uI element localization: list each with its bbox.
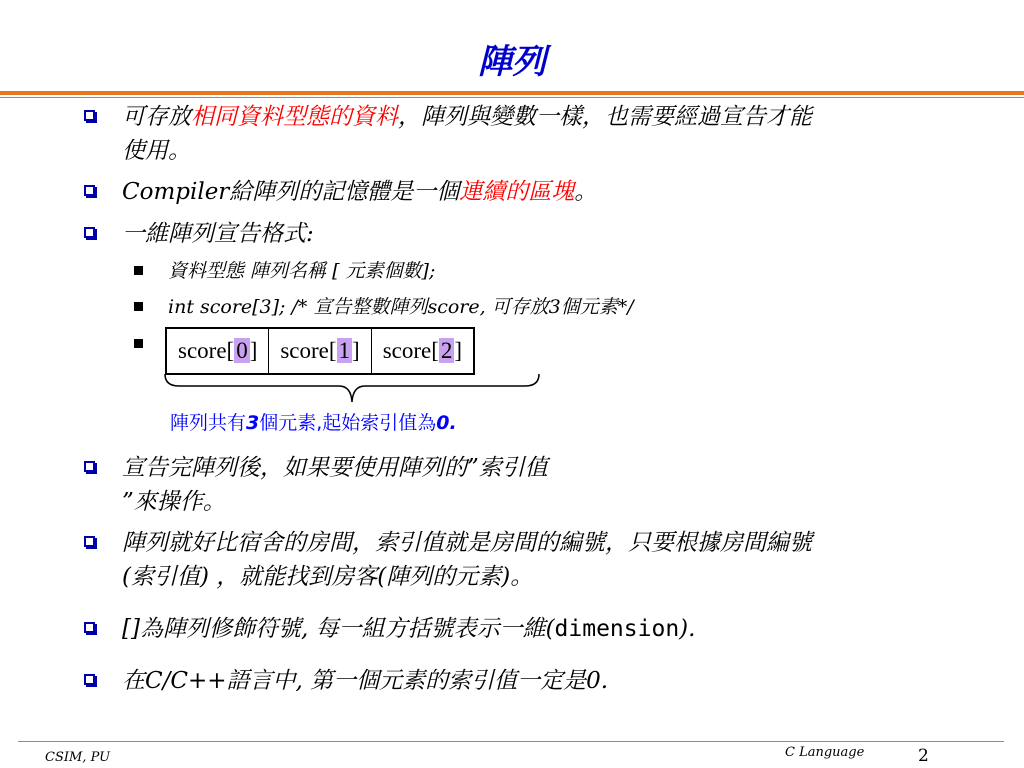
bullet-6-mono: dimension bbox=[554, 616, 680, 642]
array-note bbox=[170, 408, 457, 435]
checkbox-bullet-icon bbox=[84, 536, 95, 547]
bullet-1-emphasis: 相同資料型態的資料 bbox=[191, 104, 398, 130]
cell-bracket: ] bbox=[454, 338, 463, 363]
bottom-divider bbox=[18, 741, 1004, 742]
bullet-5-text bbox=[122, 526, 812, 594]
note-count: 3 bbox=[246, 412, 260, 434]
bullet-3-text: 一維陣列宣告格式: bbox=[122, 221, 314, 247]
footer-center: C Language bbox=[785, 745, 865, 760]
array-cell-2 bbox=[371, 328, 474, 374]
note-part-c: 個元素,起始索引值為 bbox=[259, 412, 437, 434]
top-divider bbox=[0, 91, 1024, 95]
cell-index: 1 bbox=[338, 338, 351, 363]
note-part-a: 陣列共有 bbox=[170, 412, 247, 434]
bullet-1-text bbox=[122, 100, 992, 168]
cell-name: score[ bbox=[178, 338, 235, 363]
bullet-4-line-2: ”來操作。 bbox=[122, 489, 226, 515]
curly-brace-icon bbox=[163, 372, 541, 406]
bullet-2-part-b: 。 bbox=[574, 179, 598, 205]
sub-bullet-1-text: 資料型態 陣列名稱 [ 元素個數]; bbox=[168, 260, 436, 282]
slide-title: 陣列 bbox=[478, 42, 546, 82]
cell-bracket: ] bbox=[249, 338, 258, 363]
cell-name: score[ bbox=[280, 338, 337, 363]
bullet-5-line-2: (索引值) ，就能找到房客(陣列的元素)。 bbox=[122, 564, 534, 590]
square-bullet-icon bbox=[134, 302, 143, 311]
checkbox-bullet-icon bbox=[84, 622, 95, 633]
square-bullet-icon bbox=[134, 339, 143, 348]
bullet-2-emphasis: 連續的區塊 bbox=[459, 179, 575, 205]
bullet-2-text bbox=[122, 175, 597, 209]
checkbox-bullet-icon bbox=[84, 674, 95, 685]
bullet-4-line-1: 宣告完陣列後，如果要使用陣列的”索引值 bbox=[122, 455, 548, 481]
note-period: . bbox=[449, 412, 457, 434]
checkbox-bullet-icon bbox=[84, 185, 95, 196]
cell-name: score[ bbox=[382, 338, 439, 363]
bullet-7-text: 在C/C++語言中, 第一個元素的索引值一定是0. bbox=[122, 668, 609, 694]
bullet-1-part-a: 可存放 bbox=[122, 104, 191, 130]
checkbox-bullet-icon bbox=[84, 461, 95, 472]
bullet-2-part-a: Compiler給陣列的記憶體是一個 bbox=[122, 179, 460, 205]
cell-index: 2 bbox=[440, 338, 453, 363]
array-cell-1 bbox=[269, 328, 371, 374]
bullet-6-part-a: []為陣列修飾符號, 每一組方括號表示一維( bbox=[122, 616, 555, 642]
bullet-1-part-b: ，陣列與變數一樣，也需要經過宣告才能 bbox=[398, 104, 812, 130]
sub-bullet-2-text: int score[3]; /* 宣告整數陣列score, 可存放3個元素*/ bbox=[168, 296, 634, 318]
checkbox-bullet-icon bbox=[84, 227, 95, 238]
checkbox-bullet-icon bbox=[84, 110, 95, 121]
array-cell-0 bbox=[166, 328, 269, 374]
square-bullet-icon bbox=[134, 266, 143, 275]
note-start-index: 0 bbox=[436, 412, 450, 434]
page-number: 2 bbox=[918, 746, 929, 766]
cell-index: 0 bbox=[236, 338, 248, 363]
cell-bracket: ] bbox=[352, 338, 360, 363]
footer-left: CSIM, PU bbox=[45, 750, 111, 765]
bullet-5-line-1: 陣列就好比宿舍的房間，索引值就是房間的編號，只要根據房間編號 bbox=[122, 530, 812, 556]
bullet-4-text bbox=[122, 451, 548, 519]
bullet-6-part-b: ). bbox=[679, 616, 696, 642]
top-divider-thin bbox=[0, 97, 1024, 98]
bullet-1-continuation: 使用。 bbox=[122, 138, 191, 164]
array-diagram bbox=[165, 327, 475, 375]
bullet-6-text bbox=[122, 612, 695, 646]
